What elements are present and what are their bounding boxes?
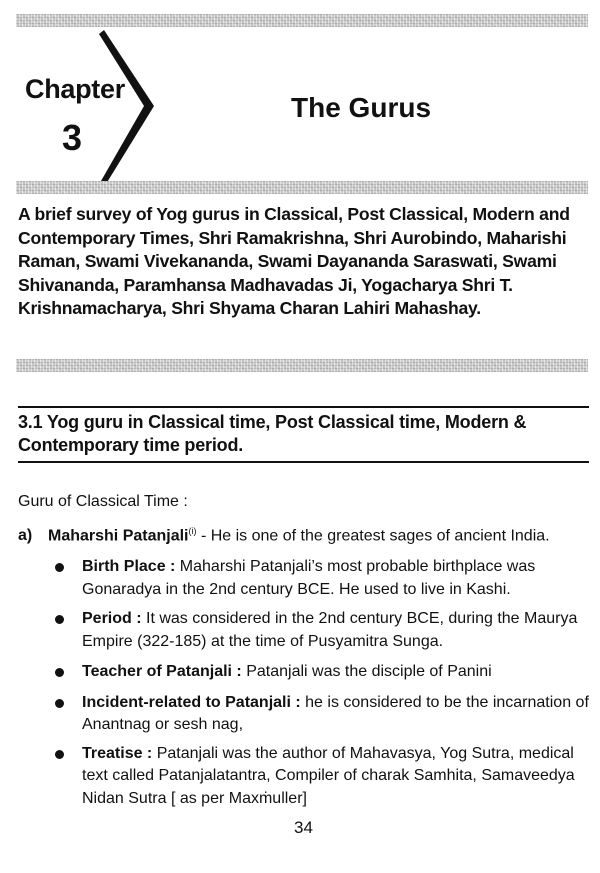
guru-description: - He is one of the greatest sages of ancient India. xyxy=(196,527,550,545)
section-rule-top xyxy=(18,406,589,408)
bullet-icon xyxy=(55,615,64,624)
section-rule-bottom xyxy=(18,461,589,463)
list-item-text: Patanjali was the disciple of Panini xyxy=(241,663,492,680)
bullet-icon xyxy=(55,699,64,708)
list-item-label: Teacher of Patanjali : xyxy=(82,663,242,680)
guru-name: Maharshi Patanjali xyxy=(48,527,189,545)
list-item-period xyxy=(52,608,597,653)
patanjali-facts-list xyxy=(52,556,597,810)
list-item-incident xyxy=(52,692,597,737)
chapter-title: The Gurus xyxy=(291,92,432,123)
list-item-birth-place xyxy=(52,556,597,601)
list-item-text: Maharshi Patanjali’s most probable birthplace was Gonaradya in the 2nd century BCE. He used to live in Kashi. xyxy=(82,558,536,598)
list-item-text: It was considered in the 2nd century BCE, during the Maurya Empire (322-185) at the time of Pusyamitra Sunga. xyxy=(82,610,578,650)
list-item-label: Birth Place : xyxy=(82,558,176,575)
list-item-teacher xyxy=(52,661,597,684)
bullet-icon xyxy=(55,668,64,677)
section-heading: 3.1 Yog guru in Classical time, Post Classical time, Modern & Contemporary time period. xyxy=(18,412,527,455)
chevron-divider-icon xyxy=(98,30,158,186)
bullet-icon xyxy=(55,563,64,572)
decorative-band-top xyxy=(16,14,588,27)
chapter-number: 3 xyxy=(62,117,83,158)
classical-time-label: Guru of Classical Time : xyxy=(18,493,188,510)
list-item-label: Period : xyxy=(82,610,142,627)
chapter-label: Chapter xyxy=(25,74,125,104)
page-number: 34 xyxy=(294,818,313,837)
chapter-summary: A brief survey of Yog gurus in Classical, Post Classical, Modern and Contemporary Times, Shri Ramakrishna, Shri Aurobindo, Maharishi Raman, Swami Vivekananda, Swami Dayananda Saraswati, Swami Shivananda, Paramhansa Madhavadas Ji, Yogacharya Shri T. Krishnamacharya, Shri Shyama Charan Lahiri Mahashay. xyxy=(18,204,570,318)
decorative-band-bottom xyxy=(16,359,588,372)
list-item-text: he is considered to be the incarnation of Anantnag or sesh nag, xyxy=(82,693,589,733)
guru-item-patanjali xyxy=(18,526,550,545)
footnote-ref: (i) xyxy=(188,526,197,536)
decorative-band-middle xyxy=(16,181,588,194)
list-item-treatise xyxy=(52,743,597,811)
list-item-label: Incident-related to Patanjali : xyxy=(82,693,301,711)
bullet-icon xyxy=(55,750,64,759)
item-marker: a) xyxy=(18,527,33,545)
list-item-label: Treatise : xyxy=(82,744,153,762)
list-item-text: Patanjali was the author of Mahavasya, Yog Sutra, medical text called Patanjalatantra, Compiler of charak Samhita, Samaveedya Nidan Sutra [ as per Maxṁuller] xyxy=(82,744,575,807)
